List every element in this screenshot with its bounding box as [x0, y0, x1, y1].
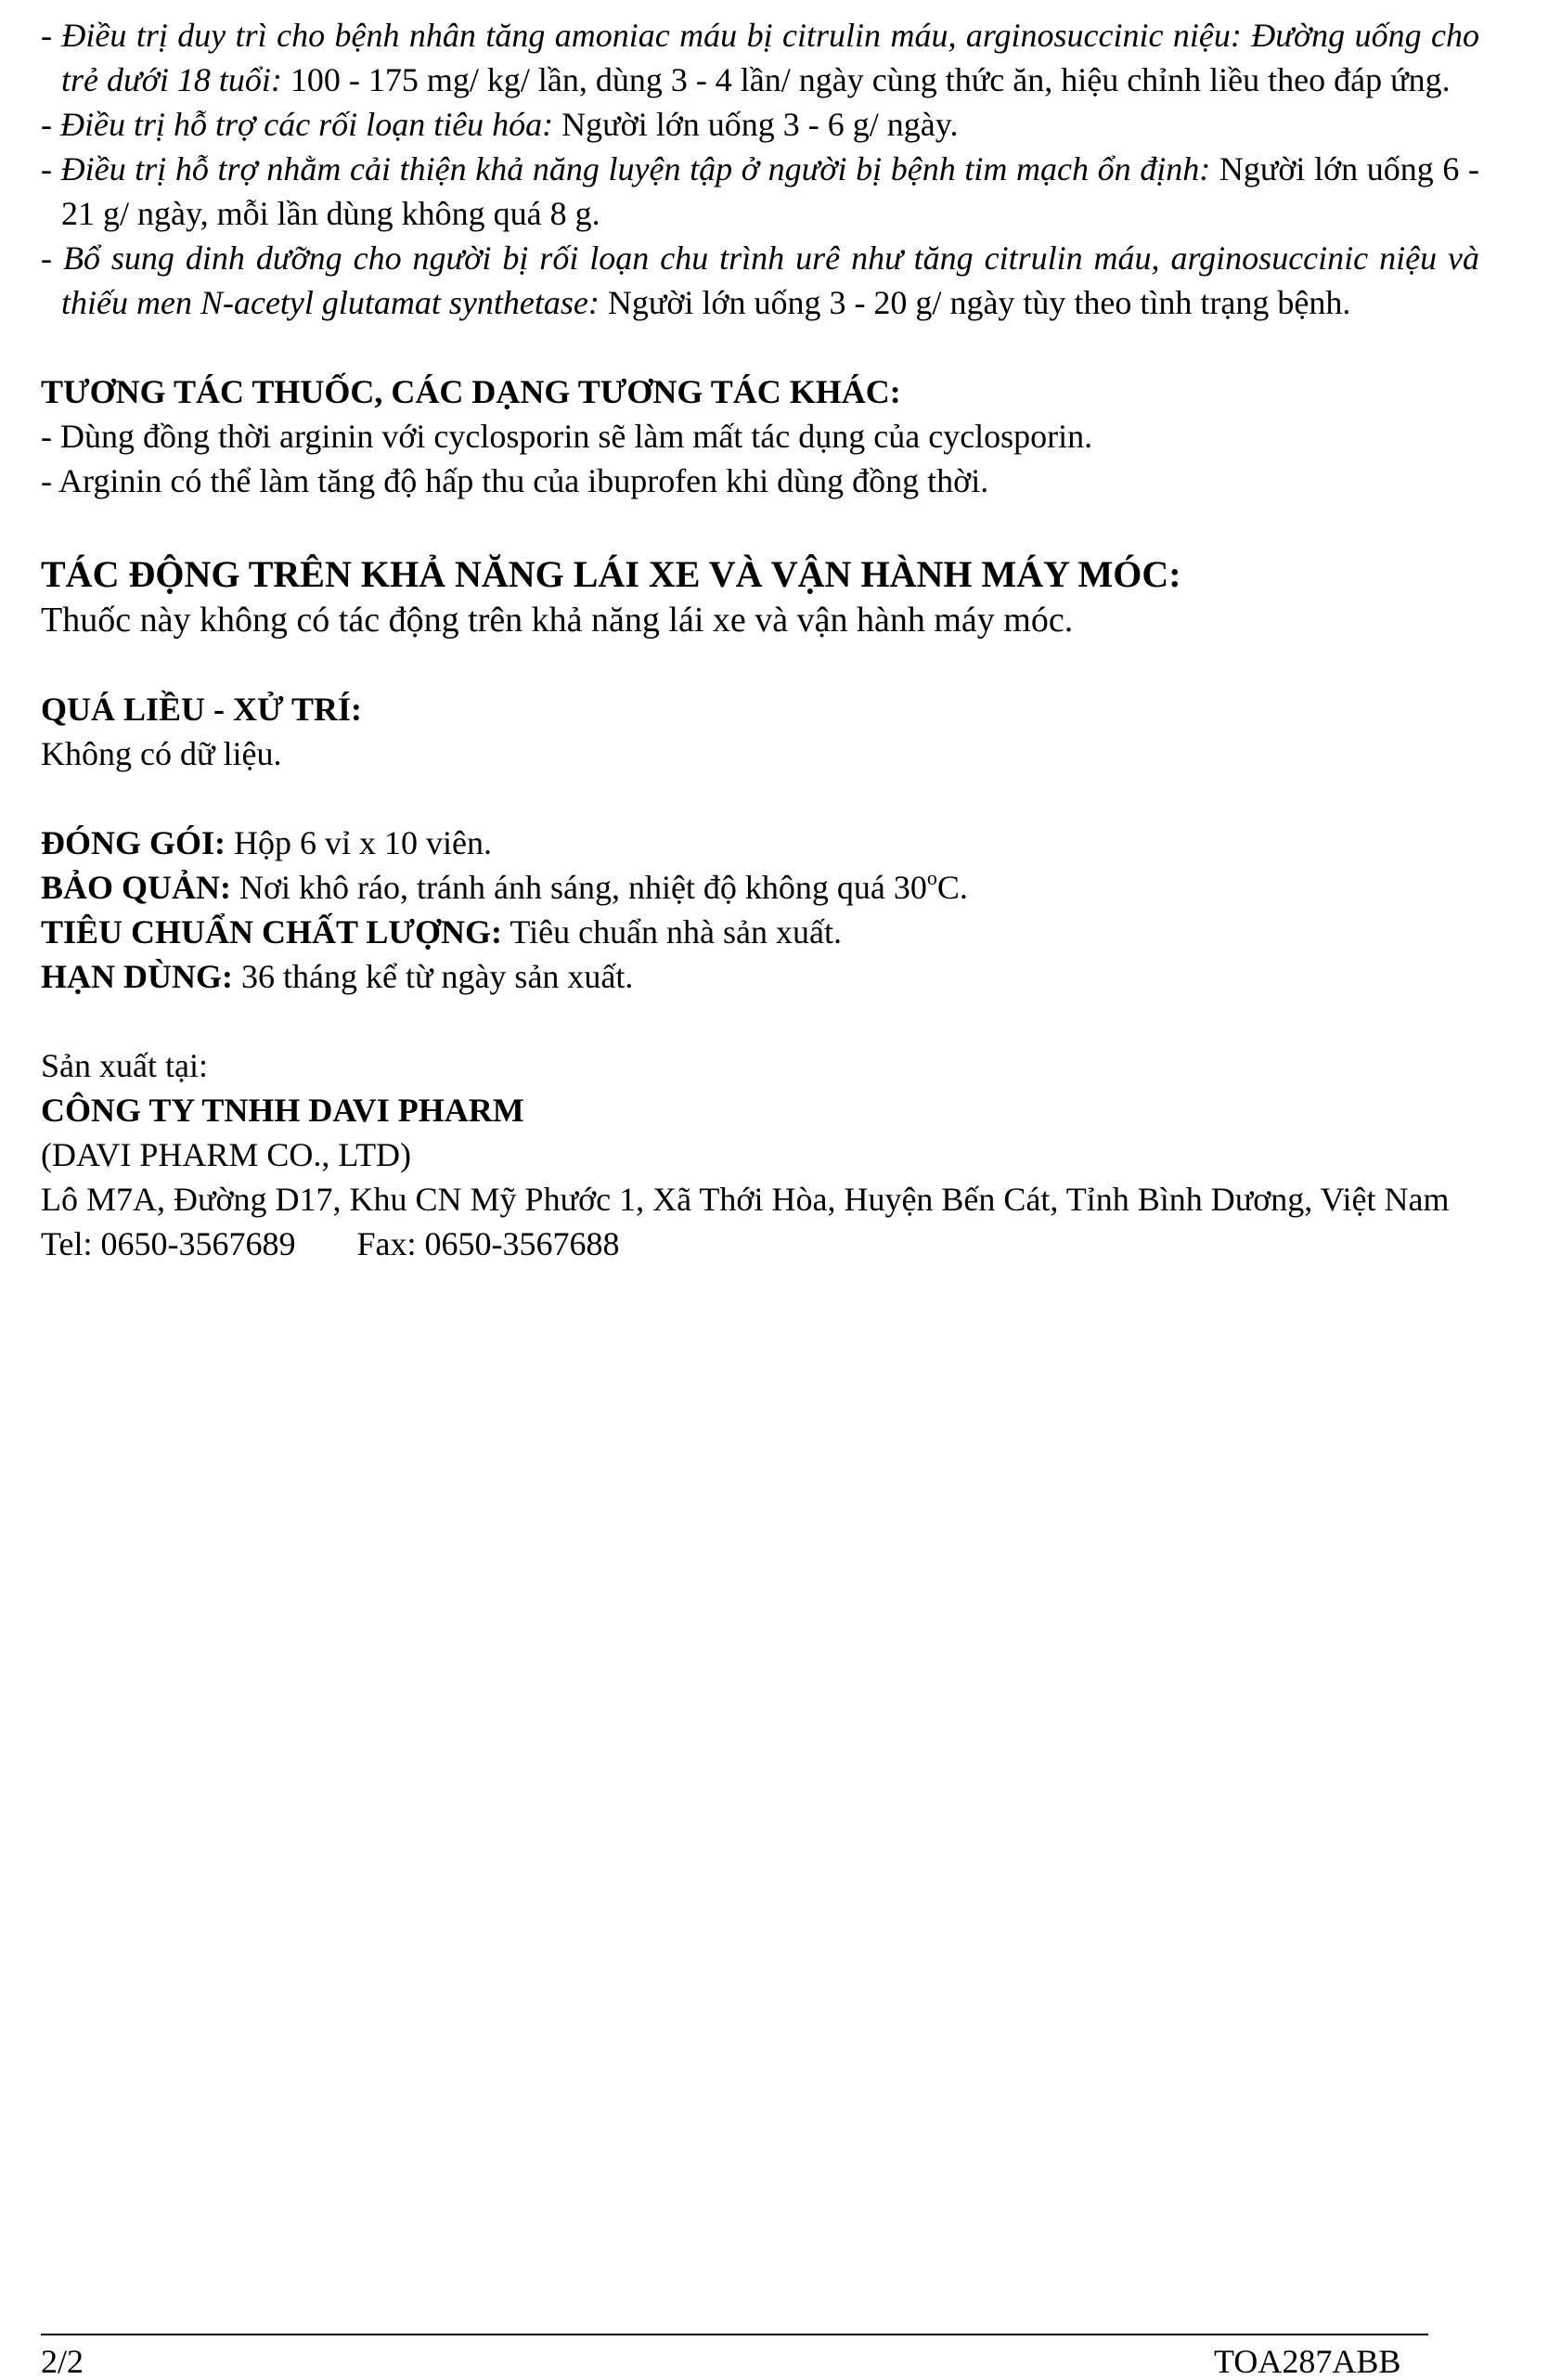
overdose-heading: QUÁ LIỀU - XỬ TRÍ:: [41, 691, 363, 728]
shelf-life-text: 36 tháng kể từ ngày sản xuất.: [232, 958, 634, 995]
packaging-label: ĐÓNG GÓI:: [41, 824, 226, 861]
list-dash: -: [41, 17, 62, 54]
manufacturer-fax: Fax: 0650-3567688: [356, 1225, 620, 1262]
dosage-indication: Điều trị hỗ trợ các rối loạn tiêu hóa:: [60, 106, 554, 143]
dosage-indication: Bổ sung dinh dưỡng cho người bị rối loạn chu trình urê như tăng citrulin máu, arginosuccinic niệu và thiếu men N-acetyl glutamat synthetase:: [61, 239, 1479, 321]
storage-line: [41, 865, 1479, 910]
interactions-item: - Dùng đồng thời arginin với cyclosporin sẽ làm mất tác dụng của cyclosporin.: [41, 418, 1093, 455]
manufacturer-english-name: (DAVI PHARM CO., LTD): [41, 1136, 412, 1173]
dosage-indication: Điều trị duy trì cho bệnh nhân tăng amoniac máu bị citrulin máu, arginosuccinic niệu: Đường uống cho trẻ dưới 18 tuổi:: [61, 17, 1479, 98]
dosage-instruction: Người lớn uống 3 - 6 g/ ngày.: [553, 106, 959, 143]
dosage-item-digestive: [41, 102, 1479, 147]
list-dash: -: [41, 239, 63, 277]
storage-unit: C.: [936, 869, 968, 906]
packaging-text: Hộp 6 vỉ x 10 viên.: [226, 824, 492, 861]
shelf-life-label: HẠN DÙNG:: [41, 958, 233, 995]
storage-text: Nơi khô ráo, tránh ánh sáng, nhiệt độ không quá 30: [231, 869, 927, 906]
document-code: TOA287ABB: [1214, 2343, 1401, 2380]
quality-text: Tiêu chuẩn nhà sản xuất.: [502, 913, 843, 951]
interactions-heading: TƯƠNG TÁC THUỐC, CÁC DẠNG TƯƠNG TÁC KHÁC:: [41, 373, 901, 410]
degree-superscript: o: [926, 866, 937, 889]
shelf-life-line: [41, 954, 1479, 999]
document-page: [41, 13, 1479, 1266]
footer-divider: [41, 2334, 1428, 2335]
dosage-item-urea-cycle: [41, 236, 1479, 325]
dosage-indication: Điều trị hỗ trợ nhằm cải thiện khả năng luyện tập ở người bị bệnh tim mạch ổn định:: [60, 150, 1211, 188]
dosage-instruction: Người lớn uống 6 - 21 g/ ngày, mỗi lần dùng không quá 8 g.: [61, 150, 1479, 232]
storage-label: BẢO QUẢN:: [41, 869, 231, 906]
dosage-instruction: 100 - 175 mg/ kg/ lần, dùng 3 - 4 lần/ ngày cùng thức ăn, hiệu chỉnh liều theo đáp ứng.: [281, 61, 1451, 98]
manufacturer-contact: [41, 1222, 1479, 1266]
list-dash: -: [41, 150, 61, 188]
quality-label: TIÊU CHUẨN CHẤT LƯỢNG:: [41, 913, 503, 951]
manufacturer-address: Lô M7A, Đường D17, Khu CN Mỹ Phước 1, Xã Thới Hòa, Huyện Bến Cát, Tỉnh Bình Dương, Việt Nam: [41, 1181, 1450, 1218]
dosage-item-maintenance: [41, 13, 1479, 102]
driving-text: Thuốc này không có tác động trên khả năng lái xe và vận hành máy móc.: [41, 601, 1074, 640]
driving-heading: TÁC ĐỘNG TRÊN KHẢ NĂNG LÁI XE VÀ VẬN HÀNH MÁY MÓC:: [41, 553, 1181, 595]
manufacturer-tel: Tel: 0650-3567689: [41, 1225, 296, 1262]
list-dash: -: [41, 106, 60, 143]
interactions-item: - Arginin có thể làm tăng độ hấp thu của ibuprofen khi dùng đồng thời.: [41, 462, 989, 499]
manufacturer-intro: Sản xuất tại:: [41, 1047, 208, 1084]
page-number: 2/2: [41, 2343, 84, 2380]
quality-line: [41, 910, 1479, 954]
manufacturer-name: CÔNG TY TNHH DAVI PHARM: [41, 1092, 524, 1129]
packaging-line: [41, 821, 1479, 865]
dosage-item-cardiovascular: [41, 147, 1479, 236]
dosage-instruction: Người lớn uống 3 - 20 g/ ngày tùy theo tình trạng bệnh.: [599, 284, 1351, 321]
overdose-text: Không có dữ liệu.: [41, 735, 282, 772]
